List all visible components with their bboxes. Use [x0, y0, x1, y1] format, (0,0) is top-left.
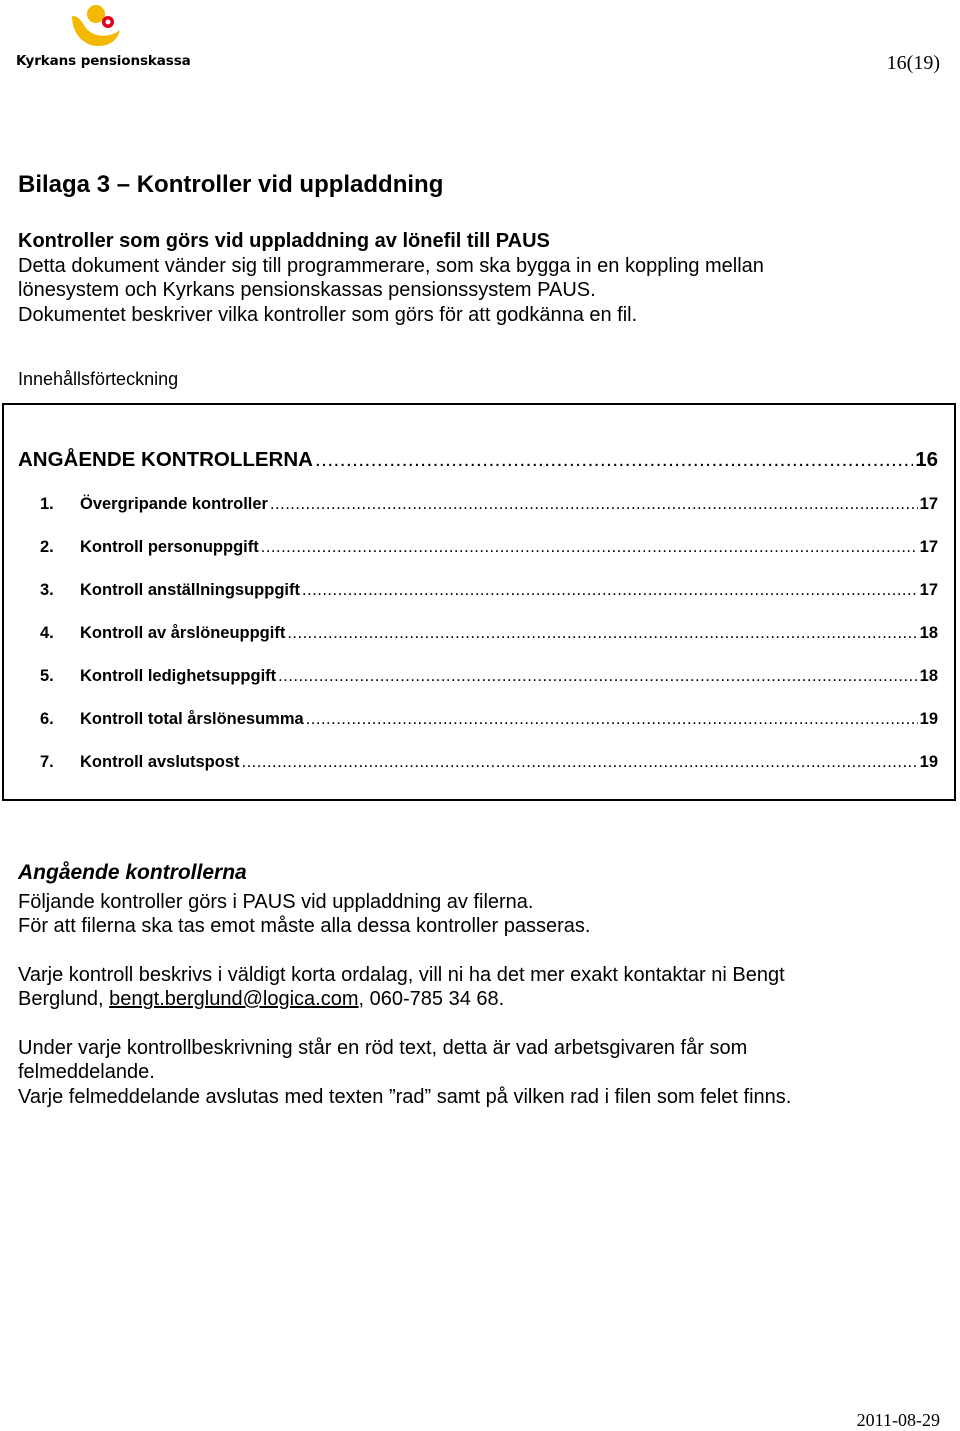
toc-entry[interactable]	[20, 753, 938, 772]
toc-entry-page: 17	[919, 495, 938, 513]
toc-entry[interactable]	[20, 581, 938, 600]
toc-leader	[242, 753, 918, 772]
toc-entry-page: 16	[915, 448, 938, 471]
footer-date: 2011-08-29	[856, 1410, 940, 1430]
email-link[interactable]: bengt.berglund@logica.com	[109, 988, 359, 1010]
toc-leader	[306, 710, 918, 729]
logo	[14, 2, 194, 72]
intro-line: Dokumentet beskriver vilka kontroller som görs för att godkänna en fil.	[18, 303, 638, 326]
section-heading: Angående kontrollerna	[18, 861, 247, 884]
paragraph-line: Varje felmeddelande avslutas med texten ”rad” samt på vilken rad i filen som felet finns.	[18, 1085, 792, 1108]
toc-leader	[302, 581, 918, 600]
toc-entry[interactable]	[20, 710, 938, 729]
toc-entry-number: 7.	[40, 753, 54, 771]
paragraph-line: Följande kontroller görs i PAUS vid uppladdning av filerna.	[18, 890, 534, 913]
toc-entry-page: 19	[919, 710, 938, 728]
section-angaende-kontrollerna	[18, 861, 791, 1109]
toc-entry-page: 19	[919, 753, 938, 771]
intro-line: lönesystem och Kyrkans pensionskassas pensionssystem PAUS.	[18, 279, 596, 301]
toc-entry-title: Kontroll personuppgift	[80, 538, 259, 556]
paragraph-line: Varje kontroll beskrivs i väldigt korta ordalag, vill ni ha det mer exakt kontaktar ni Bengt	[18, 963, 785, 986]
toc-entry-number: 6.	[40, 710, 54, 728]
logo-text: Kyrkans pensionskassa	[16, 53, 191, 69]
toc-entry-page: 18	[919, 624, 938, 642]
toc-entry-title: Kontroll total årslönesumma	[80, 710, 304, 728]
contact-name: Berglund,	[18, 988, 110, 1010]
toc-entry-number: 3.	[40, 581, 54, 599]
toc-leader	[270, 495, 918, 514]
toc-heading: Innehållsförteckning	[18, 369, 179, 389]
intro-subtitle: Kontroller som görs vid uppladdning av lönefil till PAUS	[18, 230, 550, 252]
paragraph-line: För att filerna ska tas emot måste alla dessa kontroller passeras.	[18, 915, 591, 937]
intro-line: Detta dokument vänder sig till programmerare, som ska bygga in en koppling mellan	[18, 254, 764, 277]
toc-entry[interactable]	[20, 667, 938, 686]
toc-leader	[261, 538, 918, 557]
toc-entry[interactable]	[20, 538, 938, 557]
toc-entry-page: 17	[919, 581, 938, 599]
toc-entry-title: Kontroll avslutspost	[80, 753, 240, 771]
toc-entry-title: ANGÅENDE KONTROLLERNA	[18, 448, 313, 471]
page-title: Bilaga 3 – Kontroller vid uppladdning	[18, 171, 444, 198]
toc-entry-title: Kontroll av årslöneuppgift	[80, 624, 286, 642]
toc-entry[interactable]	[20, 495, 938, 514]
table-of-contents	[2, 403, 956, 801]
toc-entry-number: 5.	[40, 667, 54, 685]
toc-entry-main[interactable]	[18, 448, 938, 472]
toc-leader	[278, 667, 918, 686]
paragraph-line: Under varje kontrollbeskrivning står en röd text, detta är vad arbetsgivaren får som	[18, 1036, 748, 1059]
toc-entry[interactable]	[20, 624, 938, 643]
toc-entry-title: Övergripande kontroller	[80, 495, 268, 513]
toc-entry-title: Kontroll ledighetsuppgift	[80, 667, 277, 685]
toc-entry-number: 4.	[40, 624, 54, 642]
toc-leader	[315, 448, 913, 472]
paragraph-line: felmeddelande.	[18, 1061, 155, 1083]
paragraph-line	[18, 987, 791, 1012]
page-number: 16(19)	[886, 52, 940, 74]
toc-leader	[287, 624, 917, 643]
contact-phone: , 060-785 34 68.	[358, 988, 505, 1010]
toc-entry-title: Kontroll anställningsuppgift	[80, 581, 300, 599]
toc-entry-page: 17	[919, 538, 938, 556]
toc-entry-page: 18	[919, 667, 938, 685]
toc-entry-number: 1.	[40, 495, 54, 513]
kyrkans-pensionskassa-logo-icon	[66, 2, 130, 52]
intro	[18, 229, 764, 327]
toc-entry-number: 2.	[40, 538, 54, 556]
